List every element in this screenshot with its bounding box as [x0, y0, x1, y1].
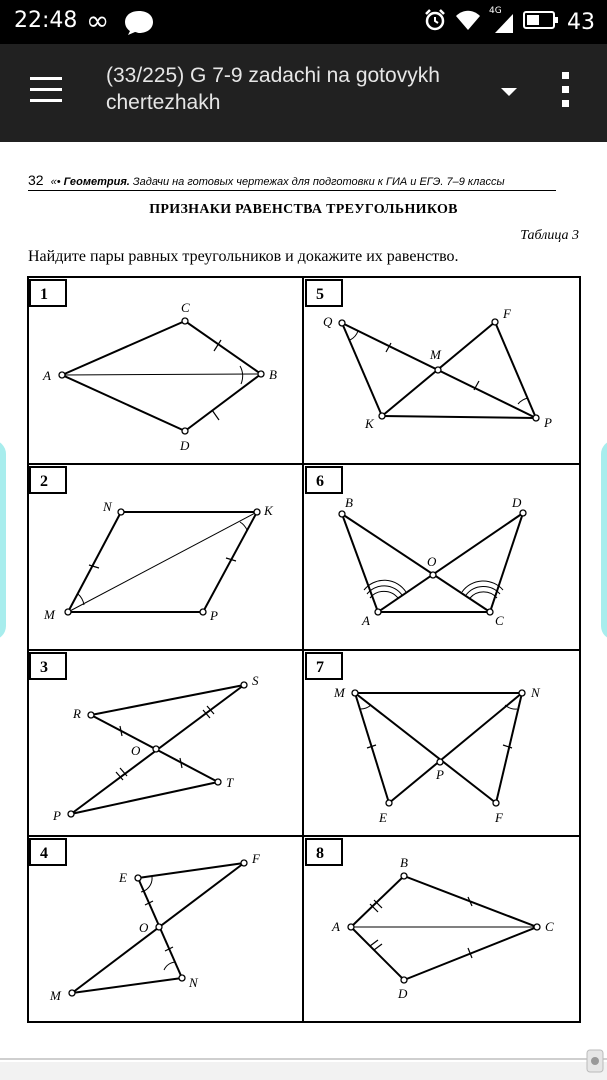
point-label: B [269, 367, 277, 382]
battery-icon [523, 10, 559, 35]
page-bottom-strip [0, 1062, 607, 1080]
point-label: D [180, 438, 190, 453]
figure-5 [323, 306, 552, 431]
figure-8 [331, 855, 554, 1001]
task-text: Найдите пары равных треугольников и докажите их равенство. [28, 248, 459, 265]
corner-badge-icon [585, 1048, 605, 1074]
point-label: C [545, 919, 554, 934]
more-vert-icon[interactable] [562, 72, 570, 114]
point-label: P [544, 415, 552, 430]
point-label: A [362, 613, 370, 628]
page-bottom-divider [0, 1058, 607, 1060]
clock: 22:48 [14, 8, 78, 33]
figure-number: 2 [40, 473, 48, 490]
point-label: O [139, 920, 149, 935]
figure-number: 1 [40, 286, 48, 303]
point-label: N [103, 499, 112, 514]
signal-icon [489, 6, 515, 34]
point-label: F [495, 810, 503, 825]
chat-bubble-icon [124, 10, 154, 41]
document-page[interactable] [0, 142, 607, 1060]
point-label: Q [323, 314, 333, 329]
point-label: P [436, 767, 444, 782]
point-label: D [512, 495, 522, 510]
point-label: M [44, 607, 55, 622]
figure-4 [49, 851, 261, 1003]
point-label: N [189, 975, 198, 990]
figure-number: 3 [40, 659, 48, 676]
point-label: A [332, 919, 340, 934]
point-label: D [398, 986, 408, 1001]
page-number: 32 [28, 172, 44, 188]
section-heading: ПРИЗНАКИ РАВЕНСТВА ТРЕУГОЛЬНИКОВ [149, 202, 458, 217]
point-label: M [430, 347, 441, 362]
figure-7 [333, 685, 541, 825]
point-label: E [379, 810, 387, 825]
wifi-icon [455, 9, 481, 36]
running-head-subject: Геометрия. [63, 176, 130, 188]
point-label: M [334, 685, 345, 700]
point-label: A [43, 368, 51, 383]
figure-6 [339, 495, 526, 628]
menu-icon[interactable] [30, 77, 62, 103]
point-label: O [427, 554, 437, 569]
point-label: T [226, 775, 234, 790]
point-label: N [531, 685, 540, 700]
figures-table [0, 142, 607, 1060]
point-label: S [252, 673, 259, 688]
battery-percent: 43 [567, 9, 595, 35]
app-bar [0, 44, 607, 142]
dropdown-arrow-icon[interactable] [500, 84, 518, 102]
status-bar [0, 0, 607, 44]
point-label: K [264, 503, 273, 518]
point-label: P [210, 608, 218, 623]
alarm-icon [423, 8, 447, 37]
point-label: B [400, 855, 408, 870]
figure-number: 7 [316, 659, 324, 676]
status-icons [423, 8, 595, 36]
point-label: P [53, 808, 61, 823]
figure-number: 5 [316, 286, 324, 303]
running-head-mark: «• [50, 176, 61, 188]
point-label: M [50, 988, 61, 1003]
page-turn-handle-right[interactable] [601, 440, 607, 640]
figure-number: 8 [316, 845, 324, 862]
point-label: O [131, 743, 141, 758]
point-label: F [252, 851, 260, 866]
page-turn-handle-left[interactable] [0, 440, 6, 640]
network-label: 4G [489, 6, 502, 16]
point-label: F [503, 306, 511, 321]
figure-number: 4 [40, 845, 48, 862]
figure-1 [42, 300, 277, 453]
point-label: E [119, 870, 127, 885]
figure-2 [43, 499, 274, 623]
point-label: C [181, 300, 190, 315]
point-label: K [365, 416, 374, 431]
figure-number: 6 [316, 473, 324, 490]
point-label: R [73, 706, 81, 721]
infinity-icon: ∞ [86, 4, 110, 37]
point-label: B [345, 495, 353, 510]
table-label: Таблица 3 [520, 228, 579, 243]
running-head-subtitle: Задачи на готовых чертежах для подготовки к ГИА и ЕГЭ. 7–9 классы [129, 176, 505, 188]
point-label: C [495, 613, 504, 628]
figure-3 [52, 673, 259, 823]
document-title[interactable]: (33/225) G 7-9 zadachi na gotovykh chertezhakh [106, 64, 440, 114]
